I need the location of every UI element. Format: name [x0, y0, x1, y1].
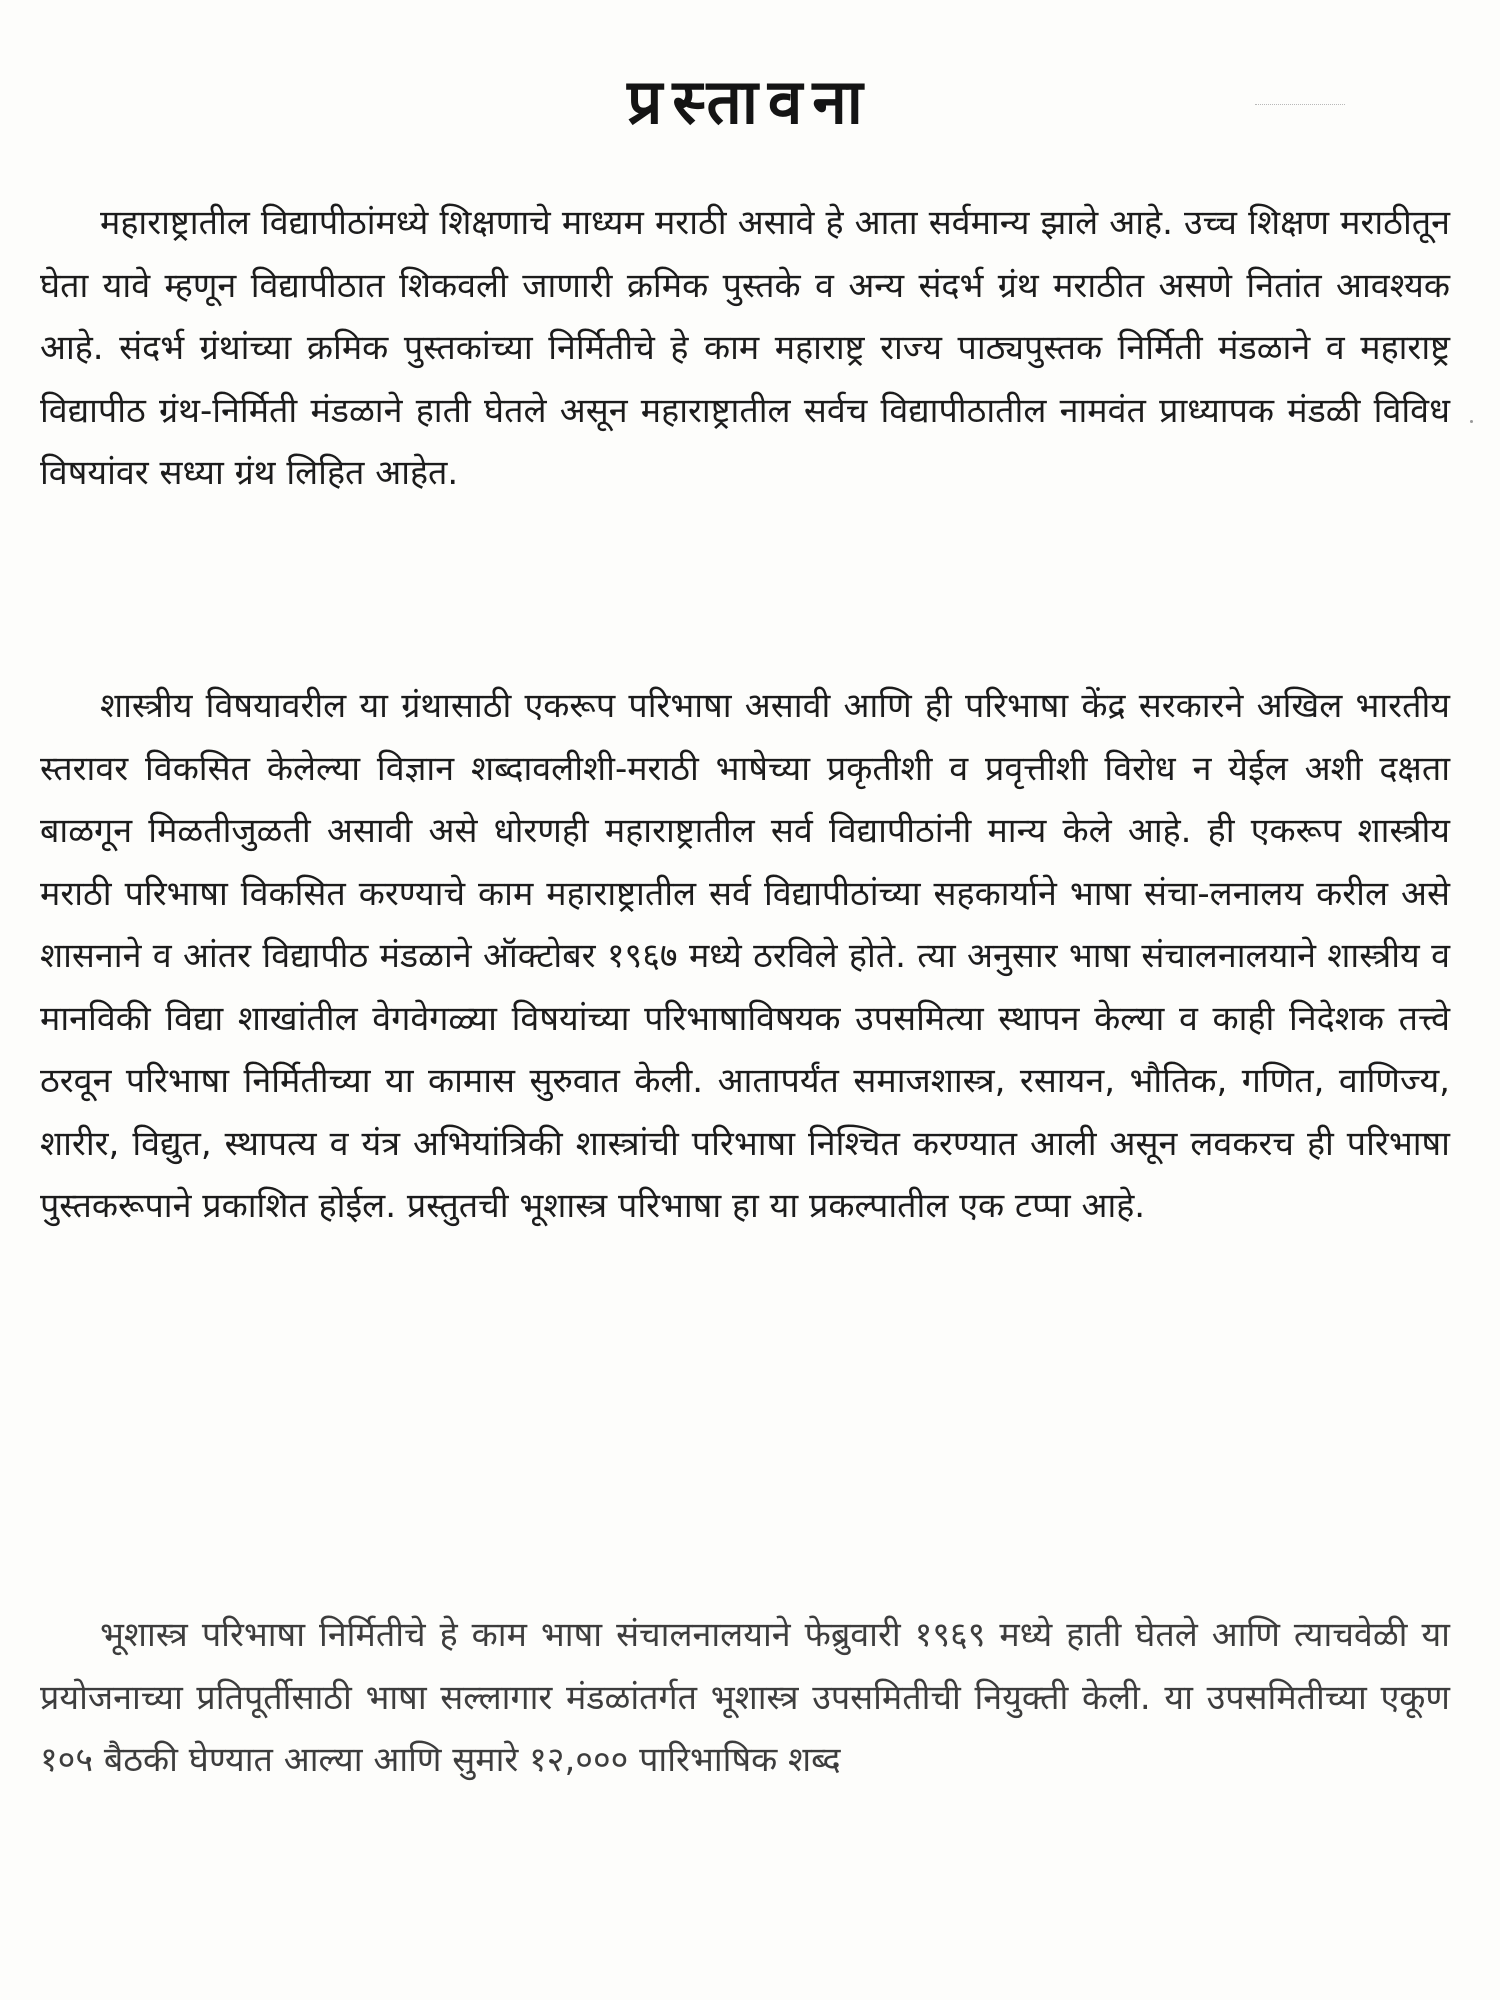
print-speck: [1470, 420, 1473, 423]
paragraph: महाराष्ट्रातील विद्यापीठांमध्ये शिक्षणाचे माध्यम मराठी असावे हे आता सर्वमान्य झाले आहे. उच्च शिक्षण मराठीतून घेता यावे म्हणून विद्यापीठात शिकवली जाणारी क्रमिक पुस्तके व अन्य संदर्भ ग्रंथ मराठीत असणे नितांत आवश्यक आहे. संदर्भ ग्रंथांच्या क्रमिक पुस्तकांच्या निर्मितीचे हे काम महाराष्ट्र राज्य पाठ्यपुस्तक निर्मिती मंडळाने व महाराष्ट्र विद्यापीठ ग्रंथ-निर्मिती मंडळाने हाती घेतले असून महाराष्ट्रातील सर्वच विद्यापीठातील नामवंत प्राध्यापक मंडळी विविध विषयांवर सध्या ग्रंथ लिहित आहेत.: [40, 203, 1450, 493]
paragraph: शास्त्रीय विषयावरील या ग्रंथासाठी एकरूप परिभाषा असावी आणि ही परिभाषा केंद्र सरकारने अखिल भारतीय स्तरावर विकसित केलेल्या विज्ञान शब्दावलीशी-मराठी भाषेच्या प्रकृतीशी व प्रवृत्तीशी विरोध न येईल अशी दक्षता बाळगून मिळतीजुळती असावी असे धोरणही महाराष्ट्रातील सर्व विद्यापीठांनी मान्य केले आहे. ही एकरूप शास्त्रीय मराठी परिभाषा विकसित करण्याचे काम महाराष्ट्रातील सर्व विद्यापीठांच्या सहकार्याने भाषा संचा-लनालय करील असे शासनाने व आंतर विद्यापीठ मंडळाने ऑक्टोबर १९६७ मध्ये ठरविले होते. त्या अनुसार भाषा संचालनालयाने शास्त्रीय व मानविकी विद्या शाखांतील वेगवेगळ्या विषयांच्या परिभाषाविषयक उपसमित्या स्थापन केल्या व काही निदेशक तत्त्वे ठरवून परिभाषा निर्मितीच्या या कामास सुरुवात केली. आतापर्यंत समाजशास्त्र, रसायन, भौतिक, गणित, वाणिज्य, शारीर, विद्युत, स्थापत्य व यंत्र अभियांत्रिकी शास्त्रांची परिभाषा निश्चित करण्यात आली असून लवकरच ही परिभाषा पुस्तकरूपाने प्रकाशित होईल. प्रस्तुतची भूशास्त्र परिभाषा हा या प्रकल्पातील एक टप्पा आहे.: [40, 686, 1450, 1226]
print-smudge: [1255, 104, 1345, 111]
document-title: प्रस्तावना: [627, 65, 873, 138]
paragraph: भूशास्त्र परिभाषा निर्मितीचे हे काम भाषा संचालनालयाने फेब्रुवारी १९६९ मध्ये हाती घेतले आणि त्याचवेळी या प्रयोजनाच्या प्रतिपूर्तीसाठी भाषा सल्लागार मंडळांतर्गत भूशास्त्र उपसमितीची नियुक्ती केली. या उपसमितीच्या एकूण १०५ बैठकी घेण्यात आल्या आणि सुमारे १२,००० पारिभाषिक शब्द: [40, 1615, 1450, 1780]
